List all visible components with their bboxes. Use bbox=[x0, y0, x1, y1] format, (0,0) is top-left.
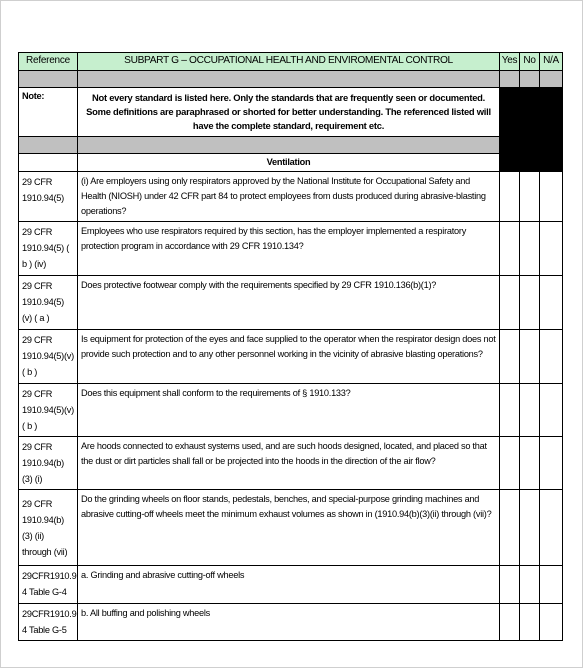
spacer-cell bbox=[78, 71, 500, 88]
spacer-cell bbox=[500, 71, 520, 88]
question-cell: Employees who use respirators required by this section, has the employer implemented a respiratory protection program in accordance with 29 CFR 1910.134? bbox=[78, 222, 500, 276]
reference-cell: 29 CFR 1910.94(b)(3) (ii) through (vii) bbox=[19, 490, 78, 566]
blank-cell bbox=[19, 154, 78, 172]
question-cell: Is equipment for protection of the eyes and face supplied to the operator when the respirator design does not provide such protection and to any other personnel working in the vicinity of abrasive blasting operations? bbox=[78, 330, 500, 384]
na-checkbox-cell[interactable] bbox=[540, 437, 563, 490]
table-row bbox=[19, 490, 563, 566]
section-title: Ventilation bbox=[78, 154, 500, 172]
na-checkbox-cell[interactable] bbox=[540, 604, 563, 641]
blank-cell bbox=[500, 88, 520, 137]
spacer-row bbox=[19, 71, 563, 88]
na-checkbox-cell[interactable] bbox=[540, 490, 563, 566]
yes-checkbox-cell[interactable] bbox=[500, 490, 520, 566]
reference-cell: 29 CFR 1910.94(5) bbox=[19, 172, 78, 222]
no-checkbox-cell[interactable] bbox=[520, 604, 540, 641]
yes-header: Yes bbox=[500, 53, 520, 71]
section-row bbox=[19, 154, 563, 172]
spacer-cell bbox=[540, 137, 563, 154]
table-row bbox=[19, 330, 563, 384]
blank-cell bbox=[540, 88, 563, 137]
no-checkbox-cell[interactable] bbox=[520, 222, 540, 276]
na-checkbox-cell[interactable] bbox=[540, 222, 563, 276]
spacer-cell bbox=[500, 137, 520, 154]
table-row bbox=[19, 604, 563, 641]
table-row bbox=[19, 566, 563, 604]
reference-header: Reference bbox=[19, 53, 78, 71]
blank-cell bbox=[500, 154, 520, 172]
na-header: N/A bbox=[540, 53, 563, 71]
no-checkbox-cell[interactable] bbox=[520, 437, 540, 490]
no-header: No bbox=[520, 53, 540, 71]
checklist-table bbox=[18, 52, 563, 641]
yes-checkbox-cell[interactable] bbox=[500, 437, 520, 490]
no-checkbox-cell[interactable] bbox=[520, 490, 540, 566]
note-text: Not every standard is listed here. Only the standards that are frequently seen or documented. Some definitions are paraphrased or shorted for better understanding. The referenced listed will have the complete standard, requirement etc. bbox=[78, 88, 500, 137]
no-checkbox-cell[interactable] bbox=[520, 172, 540, 222]
blank-cell bbox=[520, 88, 540, 137]
no-checkbox-cell[interactable] bbox=[520, 276, 540, 330]
note-row bbox=[19, 88, 563, 137]
spacer-cell bbox=[520, 137, 540, 154]
spacer-cell bbox=[19, 71, 78, 88]
blank-cell bbox=[520, 154, 540, 172]
spacer-cell bbox=[78, 137, 500, 154]
reference-cell: 29 CFR 1910.94(5)(v) ( b ) bbox=[19, 330, 78, 384]
reference-cell: 29 CFR 1910.94(b)(3) (i) bbox=[19, 437, 78, 490]
question-cell: a. Grinding and abrasive cutting-off wheels bbox=[78, 566, 500, 604]
yes-checkbox-cell[interactable] bbox=[500, 604, 520, 641]
reference-cell: 29 CFR 1910.94(5)(v) ( b ) bbox=[19, 384, 78, 437]
header-row bbox=[19, 53, 563, 71]
subpart-title: SUBPART G – OCCUPATIONAL HEALTH AND ENVIROMENTAL CONTROL bbox=[78, 53, 500, 71]
blank-cell bbox=[540, 154, 563, 172]
spacer-row bbox=[19, 137, 563, 154]
na-checkbox-cell[interactable] bbox=[540, 276, 563, 330]
spacer-cell bbox=[19, 137, 78, 154]
table-row bbox=[19, 384, 563, 437]
yes-checkbox-cell[interactable] bbox=[500, 276, 520, 330]
reference-cell: 29 CFR 1910.94(5) ( b ) (iv) bbox=[19, 222, 78, 276]
table-row bbox=[19, 276, 563, 330]
no-checkbox-cell[interactable] bbox=[520, 330, 540, 384]
yes-checkbox-cell[interactable] bbox=[500, 384, 520, 437]
spacer-cell bbox=[520, 71, 540, 88]
no-checkbox-cell[interactable] bbox=[520, 566, 540, 604]
na-checkbox-cell[interactable] bbox=[540, 384, 563, 437]
reference-cell: 29CFR1910.9 4 Table G-5 bbox=[19, 604, 78, 641]
question-cell: Are hoods connected to exhaust systems used, and are such hoods designed, located, and placed so that the dust or dirt particles shall fall or be projected into the hoods in the direction of the air flow? bbox=[78, 437, 500, 490]
yes-checkbox-cell[interactable] bbox=[500, 566, 520, 604]
question-cell: Does this equipment shall conform to the requirements of § 1910.133? bbox=[78, 384, 500, 437]
yes-checkbox-cell[interactable] bbox=[500, 330, 520, 384]
na-checkbox-cell[interactable] bbox=[540, 330, 563, 384]
yes-checkbox-cell[interactable] bbox=[500, 172, 520, 222]
question-cell: Do the grinding wheels on floor stands, pedestals, benches, and special-purpose grinding machines and abrasive cutting-off wheels meet the minimum exhaust volumes as shown in (1910.94(b)(3)(ii) through (vii)? bbox=[78, 490, 500, 566]
table-row bbox=[19, 172, 563, 222]
table-row bbox=[19, 222, 563, 276]
reference-cell: 29CFR1910.9 4 Table G-4 bbox=[19, 566, 78, 604]
yes-checkbox-cell[interactable] bbox=[500, 222, 520, 276]
reference-cell: 29 CFR 1910.94(5) (v) ( a ) bbox=[19, 276, 78, 330]
note-label: Note: bbox=[19, 88, 78, 137]
question-cell: (i) Are employers using only respirators approved by the National Institute for Occupational Safety and Health (NIOSH) under 42 CFR part 84 to protect employees from dusts produced during abrasive-blasting operations? bbox=[78, 172, 500, 222]
na-checkbox-cell[interactable] bbox=[540, 566, 563, 604]
question-cell: Does protective footwear comply with the requirements specified by 29 CFR 1910.136(b)(1)? bbox=[78, 276, 500, 330]
no-checkbox-cell[interactable] bbox=[520, 384, 540, 437]
question-cell: b. All buffing and polishing wheels bbox=[78, 604, 500, 641]
table-row bbox=[19, 437, 563, 490]
spacer-cell bbox=[540, 71, 563, 88]
na-checkbox-cell[interactable] bbox=[540, 172, 563, 222]
